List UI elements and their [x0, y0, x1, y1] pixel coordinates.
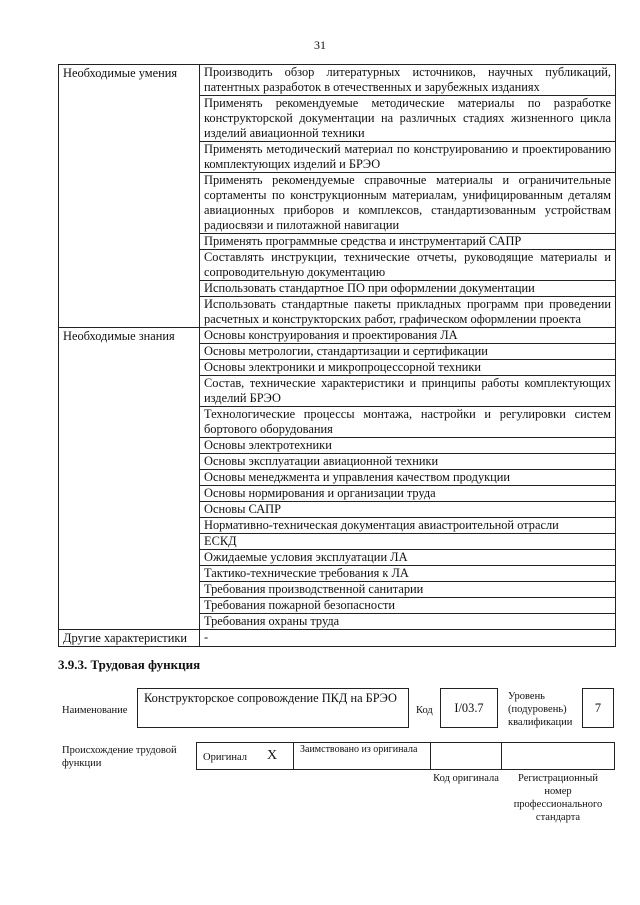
- knowledge-item: Требования пожарной безопасности: [200, 598, 616, 614]
- knowledge-item: Основы метрологии, стандартизации и сертификации: [200, 344, 616, 360]
- code-original-cell: [430, 742, 502, 770]
- other-value: -: [200, 630, 616, 647]
- skills-item: Использовать стандартные пакеты прикладных программ при проведении расчетных и конструкторских работ, графическом оформлении проекта: [200, 297, 616, 328]
- skills-item: Применять рекомендуемые методические материалы по разработке конструкторской документации на различных стадиях жизненного цикла изделий авиационной техники: [200, 96, 616, 142]
- name-label: Наименование: [62, 705, 128, 716]
- knowledge-item: Состав, технические характеристики и принципы работы комплектующих изделий БРЭО: [200, 376, 616, 407]
- skills-item: Составлять инструкции, технические отчеты, руководящие материалы и сопроводительную документацию: [200, 250, 616, 281]
- skills-item: Производить обзор литературных источников, научных публикаций, патентных разработок в отечественных и зарубежных изданиях: [200, 65, 616, 96]
- skills-item: Применять методический материал по конструированию и проектированию комплектующих изделий и БРЭО: [200, 142, 616, 173]
- knowledge-item: Основы конструирования и проектирования ЛА: [200, 328, 616, 344]
- other-row: [59, 630, 616, 647]
- original-label: Оригинал: [203, 752, 247, 763]
- skills-label: Необходимые умения: [59, 65, 200, 328]
- knowledge-item: Нормативно-техническая документация авиастроительной отрасли: [200, 518, 616, 534]
- knowledge-item: Основы нормирования и организации труда: [200, 486, 616, 502]
- knowledge-label: Необходимые знания: [59, 328, 200, 630]
- knowledge-item: Тактико-технические требования к ЛА: [200, 566, 616, 582]
- section-title: 3.9.3. Трудовая функция: [58, 657, 201, 672]
- knowledge-item: Технологические процессы монтажа, настройки и регулировки систем бортового оборудования: [200, 407, 616, 438]
- knowledge-item: Ожидаемые условия эксплуатации ЛА: [200, 550, 616, 566]
- skills-row: [59, 65, 616, 96]
- knowledge-row: [59, 328, 616, 344]
- knowledge-item: Требования охраны труда: [200, 614, 616, 630]
- knowledge-item: Основы эксплуатации авиационной техники: [200, 454, 616, 470]
- origin-label: Происхождение трудовой функции: [62, 745, 177, 769]
- other-label: Другие характеристики: [59, 630, 200, 647]
- knowledge-item: Основы менеджмента и управления качеством продукции: [200, 470, 616, 486]
- reg-number-caption: Регистрационный номер профессионального стандарта: [513, 773, 603, 823]
- original-mark: X: [267, 748, 278, 763]
- page-number: 31: [314, 38, 326, 52]
- requirements-table: [58, 64, 616, 647]
- code-original-caption: Код оригинала: [433, 773, 499, 784]
- knowledge-item: Основы САПР: [200, 502, 616, 518]
- skills-item: Применять рекомендуемые справочные материалы и ограничительные сортаменты по конструкционным материалам, унифицированным деталям авиационных приборов и комплексов, стандартизованным устройствам радиосвязи и пилотажной навигации: [200, 173, 616, 234]
- knowledge-item: Основы электротехники: [200, 438, 616, 454]
- skills-item: Применять программные средства и инструментарий САПР: [200, 234, 616, 250]
- reg-number-cell: [501, 742, 615, 770]
- skills-item: Использовать стандартное ПО при оформлении документации: [200, 281, 616, 297]
- level-label: Уровень (подуровень) квалификации: [508, 691, 573, 728]
- knowledge-item: Требования производственной санитарии: [200, 582, 616, 598]
- borrowed-cell: [293, 742, 431, 770]
- code-value: I/03.7: [440, 688, 498, 728]
- knowledge-item: ЕСКД: [200, 534, 616, 550]
- code-label: Код: [416, 705, 433, 716]
- knowledge-item: Основы электроники и микропроцессорной техники: [200, 360, 616, 376]
- level-value: 7: [582, 688, 614, 728]
- borrowed-label: Заимствовано из оригинала: [300, 744, 418, 755]
- name-value: Конструкторское сопровождение ПКД на БРЭО: [137, 688, 409, 728]
- original-cell: [196, 742, 294, 770]
